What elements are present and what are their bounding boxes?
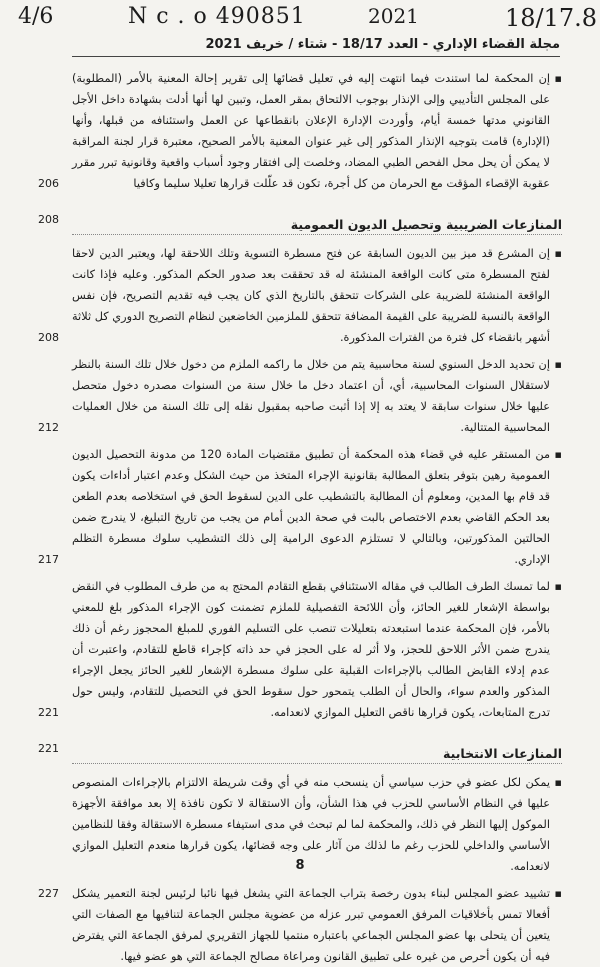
summary-entry — [38, 883, 562, 967]
handwritten-note-left: 4/6 — [18, 4, 54, 29]
entry-text: لما تمسك الطرف الطالب في مقاله الاستئنافي بقطع التقادم المحتج به من طرف المطلوب في النقض بواسطة الإشعار للغير الحائز، وأن اللائحة التفصيلية للملزم تضمنت كون الإجراء المذكور بلغ للمعني بالأمر، فإن المحكمة عندما استبعدته بتعليلات تنصب على التسليم الفوري للمبلغ المحجوز رغم أن ذلك يندرج ضمن الأثر اللاحق للحجز، ولا أثر له على الحجز في حد ذاته كإجراء قاطع للتقادم، واعتبرت أن عدم إدلاء القابض الطالب بالإجراءات القبلية على سلوك مسطرة الإشعار للغير الحائز يجعل الإجراء المذكور والعدم سواء، والحال أن الطلب يتمحور حول سقوط الحق في التحصيل للتقادم، وليس حول تدرج المتابعات، يكون قرارها ناقص التعليل الموازي لانعدامه. — [72, 580, 550, 719]
handwritten-reference-number: N c . o 490851 — [128, 4, 306, 29]
section-heading — [38, 741, 562, 764]
entry-text: إن المشرع قد ميز بين الديون السابقة عن فتح مسطرة التسوية وتلك اللاحقة لها، ويعتبر الدين لاحقا لفتح المسطرة متى كانت الواقعة المنشئة له قد تحققت بعد صدور الحكم المذكور. وعليه فإذا كانت الواقعة المنشئة للضريبة على الشركات تتحقق بالتاريخ الذي كان يجب فيه تقديم التصريح، فإن نفس الواقعة بالنسبة للضريبة على القيمة المضافة تتحقق للملزمين الخاضعين لنظام التصريح الدوري كل ثلاثة أشهر بانقضاء كل فترة من الفترات المذكورة. — [72, 247, 550, 344]
section-page-number: 221 — [38, 742, 59, 755]
entry-page-number: 206 — [38, 177, 59, 190]
bullet-icon: ▪ — [554, 358, 562, 371]
summary-entry — [38, 576, 562, 723]
section-title: المنازعات الانتخابية — [443, 746, 562, 761]
entry-text: إن تحديد الدخل السنوي لسنة محاسبية يتم من خلال ما راكمه الملزم من دخول خلال تلك السنة بالنظر لاستقلال السنوات المحاسبية، أي، أن اعتماد دخل ما خلال سنة من السنوات مصدره دخول متحصل عليها خلال سنوات سابقة لا يعتد به إلا إذا أثبت صاحبه بمقبول نقله إلى تلك السنة من خلال العمليات المحاسبية المتتالية. — [72, 358, 550, 434]
journal-title: مجلة القضاء الإداري - العدد 18/17 - شتاء / خريف 2021 — [205, 37, 560, 52]
entry-text: إن المحكمة لما استندت فيما انتهت إليه في تعليل قضائها إلى تقرير إحالة المعنية بالأمر (المطلوبة) على المجلس التأديبي وإلى الإنذار بوجوب الالتحاق بمقر العمل، وتبين لها أنها أدلت بشهادة داخل الأجل القانوني مدتها خمسة أيام، وأوردت الإدارة الإعلان بانقطاعها عن العمل واستئنافه من قبلها، وأنها (الإدارة) قامت بتوجيه الإنذار المذكور إلى غير عنوان المعنية بالأمر الصحيح، معتبرة قرار لجنة المراقبة لا يمكن أن يحل محل الفحص الطبي المضاد، وخلصت إلى افتقار وجود أسباب واقعية وقانونية تبرر مقرر عقوبة الإقصاء المؤقت مع الحرمان من كل أجرة، تكون قد علّلت قرارها تعليلا سليما وكافيا — [72, 72, 550, 190]
entry-text: من المستقر عليه في قضاء هذه المحكمة أن تطبيق مقتضيات المادة 120 من مدونة التحصيل الديون العمومية رهين بتوفر بتعلق المطالبة بقانونية الإجراء المتخذ من حيث الشكل وعدم اعتبار أداءات يكون قد قام بها المدين، ومعلوم أن المطالبة بالتشطيب على الدين لسقوط الحق في استخلاصه بعدم الطعن بعد الحكم القاضي بعدم الاختصاص بالبت في صحة الدين أمام من يجب من تاريخ التبليغ، لا يندرج ضمن الحالتين المذكورتين، وبالتالي لا تستلزم الدعوى الرامية إلى ذلك التشطيب سلوك مسطرة التظلم الإداري. — [72, 448, 550, 566]
entry-text: يمكن لكل عضو في حزب سياسي أن ينسحب منه في أي وقت شريطة الالتزام بالإجراءات المنصوص عليها في النظام الأساسي للحزب في هذا الشأن، وأن الاستقالة لا تكون نافذة إلا بعد موافقة الأجهزة الموكول إليها النظر في ذلك، والمحكمة لما لم تبحث في مدى استيفاء مسطرة الاستقالة وفقا للنظامين الأساسي والداخلي للحزب رغم ما لذلك من آثار على وجه قضائها، يكون قرارها منعدم التعليل الموازي لانعدامه. — [72, 776, 550, 873]
entry-page-number: 221 — [38, 706, 59, 719]
handwritten-year: 2021 — [368, 4, 419, 28]
summary-entry — [38, 444, 562, 570]
section-heading — [38, 212, 562, 235]
bullet-icon: ▪ — [554, 448, 562, 461]
section-title: المنازعات الضريبية وتحصيل الديون العمومية — [290, 217, 562, 232]
bullet-icon: ▪ — [554, 72, 562, 85]
entry-page-number: 227 — [38, 887, 59, 900]
handwritten-note-right: 18/17.8 — [505, 4, 598, 32]
entry-page-number: 217 — [38, 553, 59, 566]
page-content — [38, 68, 562, 967]
bullet-icon: ▪ — [554, 580, 562, 593]
entry-page-number: 212 — [38, 421, 59, 434]
entry-page-number: 208 — [38, 331, 59, 344]
bullet-icon: ▪ — [554, 776, 562, 789]
bullet-icon: ▪ — [554, 247, 562, 260]
section-page-number: 208 — [38, 213, 59, 226]
running-header — [72, 34, 560, 57]
summary-entry — [38, 68, 562, 194]
summary-entry — [38, 243, 562, 348]
summary-entry — [38, 354, 562, 438]
page-number: 8 — [295, 858, 305, 873]
entry-text: تشييد عضو المجلس لبناء بدون رخصة بتراب الجماعة التي يشغل فيها نائبا لرئيس لجنة التعمير يشكل أفعالا تمس بأخلاقيات المرفق العمومي تبرر عزله من عضوية مجلس الجماعة لتنافيها مع الصفات التي يتعين أن يتحلى بها عضو المجلس الجماعي باعتباره منتميا للجهاز التقريري لمرفق الجماعة التي يفترض فيه أن يكون أحرص من غيره على تطبيق القانون ومراعاة مصالح الجماعة التي هو عضو فيها. — [72, 887, 550, 963]
bullet-icon: ▪ — [554, 887, 562, 900]
